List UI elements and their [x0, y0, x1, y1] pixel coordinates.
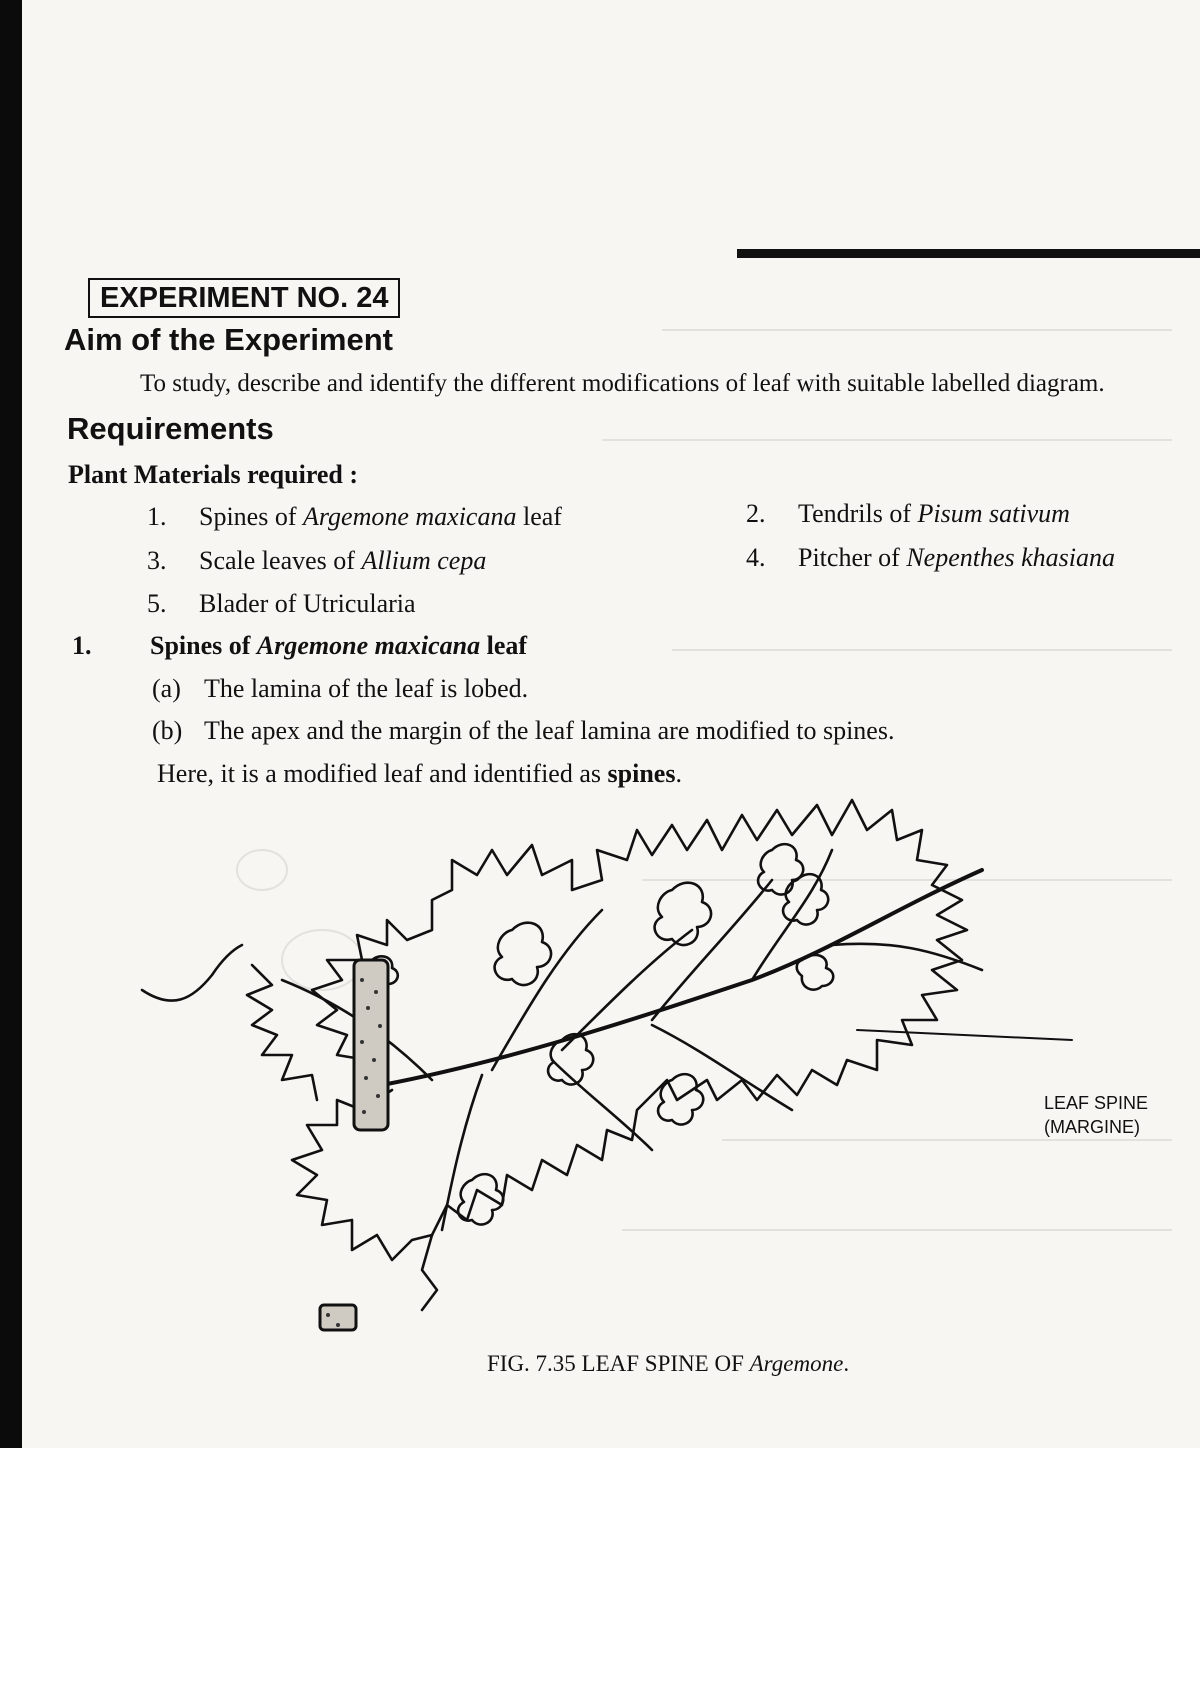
material-item-4: 4. Pitcher of Nepenthes khasiana: [746, 543, 1115, 572]
scan-border: [0, 0, 22, 1448]
leaf-spine-label: LEAF SPINE (MARGINE): [1044, 1093, 1149, 1137]
material-num: 2.: [746, 499, 766, 528]
requirements-heading: Requirements: [67, 411, 274, 446]
figure-caption: FIG. 7.35 LEAF SPINE OF Argemone.: [487, 1351, 850, 1376]
material-item-5: 5. Blader of Utricularia: [147, 589, 416, 618]
point-b: (b) The apex and the margin of the leaf lamina are modified to spines.: [152, 716, 895, 745]
material-num: 3.: [147, 546, 167, 575]
aim-heading: Aim of the Experiment: [64, 322, 393, 357]
material-num: 5.: [147, 589, 167, 618]
argemone-leaf-illustration: [132, 780, 1192, 1350]
material-num: 4.: [746, 543, 766, 572]
material-item-1: 1. Spines of Argemone maxicana leaf: [147, 502, 562, 531]
conclusion-text: Here, it is a modified leaf and identified as spines.: [157, 759, 682, 788]
aim-text: To study, describe and identify the different modifications of leaf with suitable labelled diagram.: [140, 370, 1105, 397]
materials-heading: Plant Materials required :: [68, 460, 359, 489]
section-1-title: 1. Spines of Argemone maxicana leaf: [72, 631, 528, 660]
experiment-number-box: EXPERIMENT NO. 24: [88, 278, 400, 318]
point-a: (a) The lamina of the leaf is lobed.: [152, 674, 529, 703]
material-item-2: 2. Tendrils of Pisum sativum: [746, 499, 1070, 528]
material-item-3: 3. Scale leaves of Allium cepa: [147, 546, 487, 575]
material-num: 1.: [147, 502, 167, 531]
book-page: [22, 0, 1200, 1448]
